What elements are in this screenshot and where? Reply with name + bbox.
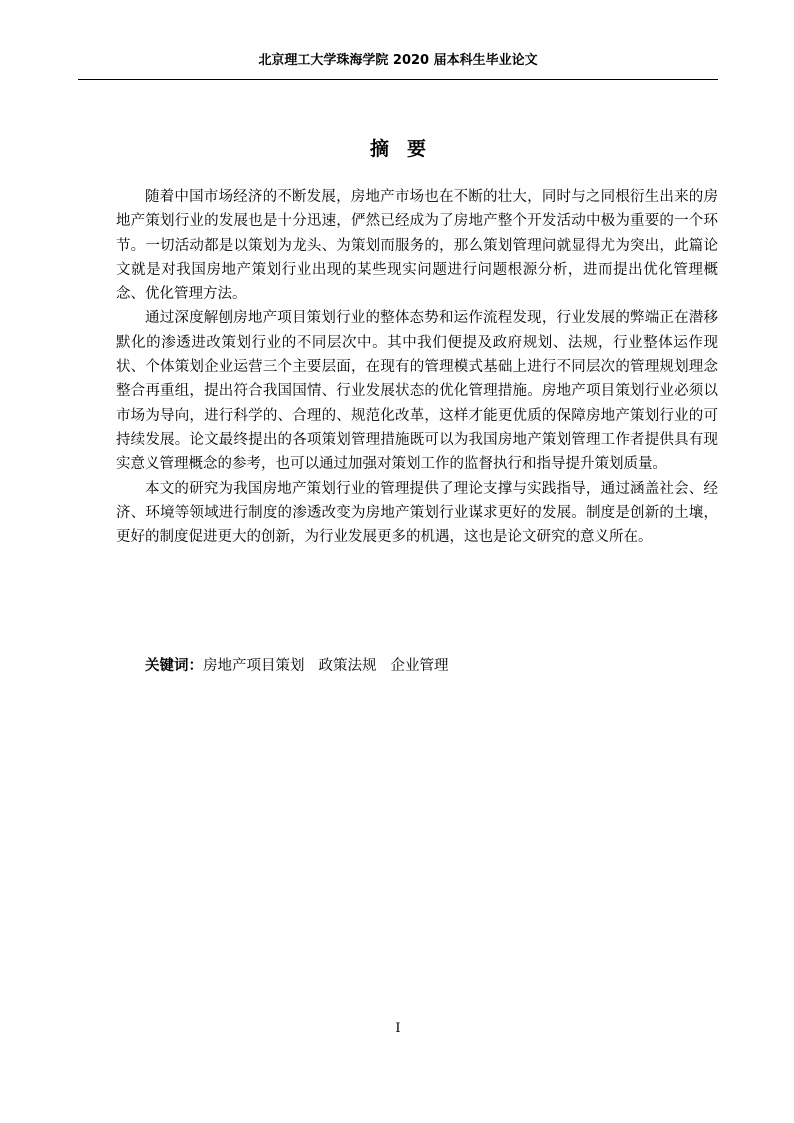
abstract-paragraph-2: 通过深度解刨房地产项目策划行业的整体态势和运作流程发现，行业发展的弊端正在潜移默化的渗透进改策划行业的不同层次中。其中我们便提及政府规划、法规，行业整体运作现状、个体策划企业运营三个主要层面，在现有的管理模式基础上进行不同层次的管理规划理念整合再重组，提出符合我国国情、行业发展状态的优化管理措施。房地产项目策划行业必须以市场为导向，进行科学的、合理的、规范化改革，这样才能更优质的保障房地产策划行业的可持续发展。论文最终提出的各项策划管理措施既可以为我国房地产策划管理工作者提供具有现实意义管理概念的参考，也可以通过加强对策划工作的监督执行和指导提升策划质量。 (116, 310, 718, 473)
abstract-body (116, 185, 718, 549)
abstract-title: 摘要 (369, 138, 444, 160)
keyword-item: 政策法规 (318, 658, 377, 674)
page-number: I (395, 1021, 401, 1036)
keyword-item: 房地产项目策划 (203, 658, 305, 674)
abstract-paragraph-3: 本文的研究为我国房地产策划行业的管理提供了理论支撑与实践指导，通过涵盖社会、经济、环境等领域进行制度的渗透改变为房地产策划行业谋求更好的发展。制度是创新的土壤，更好的制度促进更大的创新，为行业发展更多的机遇，这也是论文研究的意义所在。 (116, 480, 718, 546)
keywords-line (145, 654, 718, 678)
header-rule (78, 79, 718, 80)
abstract-paragraph-1: 随着中国市场经济的不断发展，房地产市场也在不断的壮大，同时与之同根衍生出来的房地产策划行业的发展也是十分迅速，俨然已经成为了房地产整个开发活动中极为重要的一个环节。一切活动都是以策划为龙头、为策划而服务的，那么策划管理问就显得尤为突出，此篇论文就是对我国房地产策划行业出现的某些现实问题进行问题根源分析，进而提出优化管理概念、优化管理方法。 (116, 189, 718, 303)
keywords-label: 关键词： (145, 658, 203, 674)
keyword-item: 企业管理 (390, 658, 449, 674)
running-header: 北京理工大学珠海学院 2020 届本科生毕业论文 (258, 53, 538, 68)
